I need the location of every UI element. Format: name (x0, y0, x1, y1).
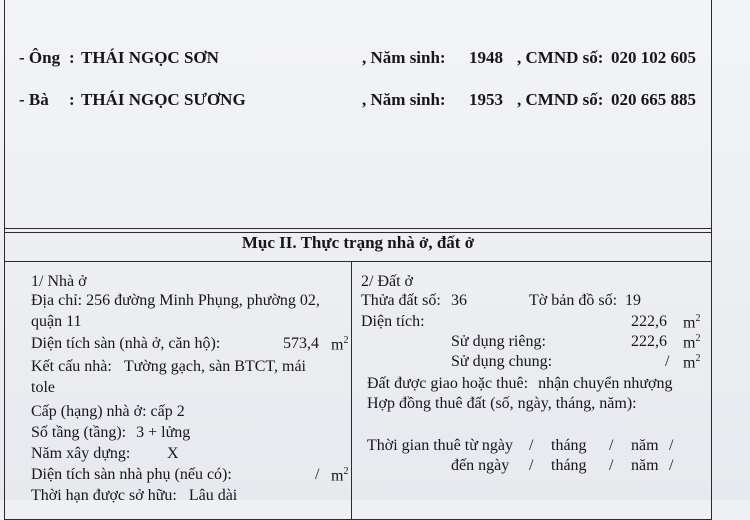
land-area-value: 222,6 (631, 313, 667, 330)
land-area-label: Diện tích: (361, 313, 425, 330)
floor-area-label: Diện tích sàn (nhà ở, căn hộ): (31, 335, 221, 352)
owner-prefix: - Bà (19, 90, 49, 109)
lease-from-day-slash: / (529, 437, 534, 454)
aux-area-label: Diện tích sàn nhà phụ (nếu có): (31, 466, 232, 483)
owner-sep: : (69, 90, 75, 109)
birth-label: , Năm sinh: (362, 48, 446, 67)
private-use-value: 222,6 (631, 333, 667, 350)
map-sheet-label: Tờ bản đồ số: (529, 292, 618, 309)
build-year-value: X (167, 445, 179, 462)
ownership-term (31, 487, 237, 505)
address-label: Địa chỉ: (31, 292, 83, 309)
id-number: 020 102 605 (611, 48, 696, 67)
section1-box (4, 0, 712, 233)
address-value: 256 đường Minh Phụng, phường 02, (86, 292, 320, 309)
structure (31, 358, 306, 376)
floor-area-value: 573,4 (283, 335, 319, 352)
house-address (31, 292, 320, 310)
grade-value: cấp 2 (150, 403, 185, 420)
lease-from-year-label: năm (631, 437, 659, 454)
owner-name: THÁI NGỌC SƯƠNG (81, 90, 246, 109)
private-use-label: Sử dụng riêng: (451, 333, 546, 350)
address-line-2: quận 11 (31, 313, 82, 330)
id-label: , CMND số: (517, 90, 604, 109)
allocation (367, 375, 673, 393)
parcel-label: Thửa đất số: (361, 292, 441, 309)
term-value: Lâu dài (188, 487, 238, 504)
structure-value: Tường gạch, sàn BTCT, mái (123, 358, 306, 375)
term-label: Thời hạn được sở hữu: (31, 487, 177, 504)
birth-year: 1953 (469, 90, 503, 109)
land-heading: 2/ Đất ở (361, 273, 414, 290)
build-year-label: Năm xây dựng: (31, 445, 131, 462)
lease-from-month-slash: / (609, 437, 614, 454)
lease-from-label: Thời gian thuê từ ngày (367, 437, 513, 454)
aux-area-value: / (315, 466, 320, 483)
floors-value: 3 + lửng (136, 424, 191, 441)
common-use-value: / (665, 353, 670, 370)
land-area-unit: $m^2$ (683, 313, 701, 332)
allocation-label: Đất được giao hoặc thuê: (367, 375, 529, 392)
lease-to-label: đến ngày (451, 457, 510, 474)
common-use-unit: $m^2$ (683, 353, 701, 372)
lease-to-year-slash: / (669, 457, 674, 474)
divider-horizontal (5, 261, 711, 262)
floors-label: Số tầng (tầng): (31, 424, 127, 441)
lease-from-year-slash: / (669, 437, 674, 454)
lease-to-day-slash: / (529, 457, 534, 474)
house-heading: 1/ Nhà ở (31, 273, 87, 290)
common-use-label: Sử dụng chung: (451, 353, 553, 370)
floor-area-unit: $m^2$ (331, 335, 349, 354)
owner-name: THÁI NGỌC SƠN (81, 48, 219, 67)
id-label: , CMND số: (517, 48, 604, 67)
structure-label: Kết cấu nhà: (31, 358, 112, 375)
floors (31, 424, 190, 442)
section2-box (4, 228, 712, 520)
birth-label: , Năm sinh: (362, 90, 446, 109)
parcel-value: 36 (451, 292, 467, 309)
lease-contract-label: Hợp đồng thuê đất (số, ngày, tháng, năm): (367, 395, 637, 412)
allocation-value: nhận chuyển nhượng (538, 375, 673, 392)
aux-area-unit: $m^2$ (331, 466, 349, 485)
divider-vertical (351, 261, 352, 519)
lease-from-month-label: tháng (551, 437, 587, 454)
id-number: 020 665 885 (611, 90, 696, 109)
section2-title: Mục II. Thực trạng nhà ở, đất ở (241, 233, 475, 252)
structure-line-2: tole (31, 379, 55, 396)
grade (31, 403, 185, 421)
lease-to-month-label: tháng (551, 457, 587, 474)
lease-to-year-label: năm (631, 457, 659, 474)
grade-label: Cấp (hạng) nhà ở: (31, 403, 147, 420)
private-use-unit: $m^2$ (683, 333, 701, 352)
owner-sep: : (69, 48, 75, 67)
map-sheet-value: 19 (625, 292, 641, 309)
lease-to-month-slash: / (609, 457, 614, 474)
owner-prefix: - Ông (19, 48, 61, 67)
birth-year: 1948 (469, 48, 503, 67)
